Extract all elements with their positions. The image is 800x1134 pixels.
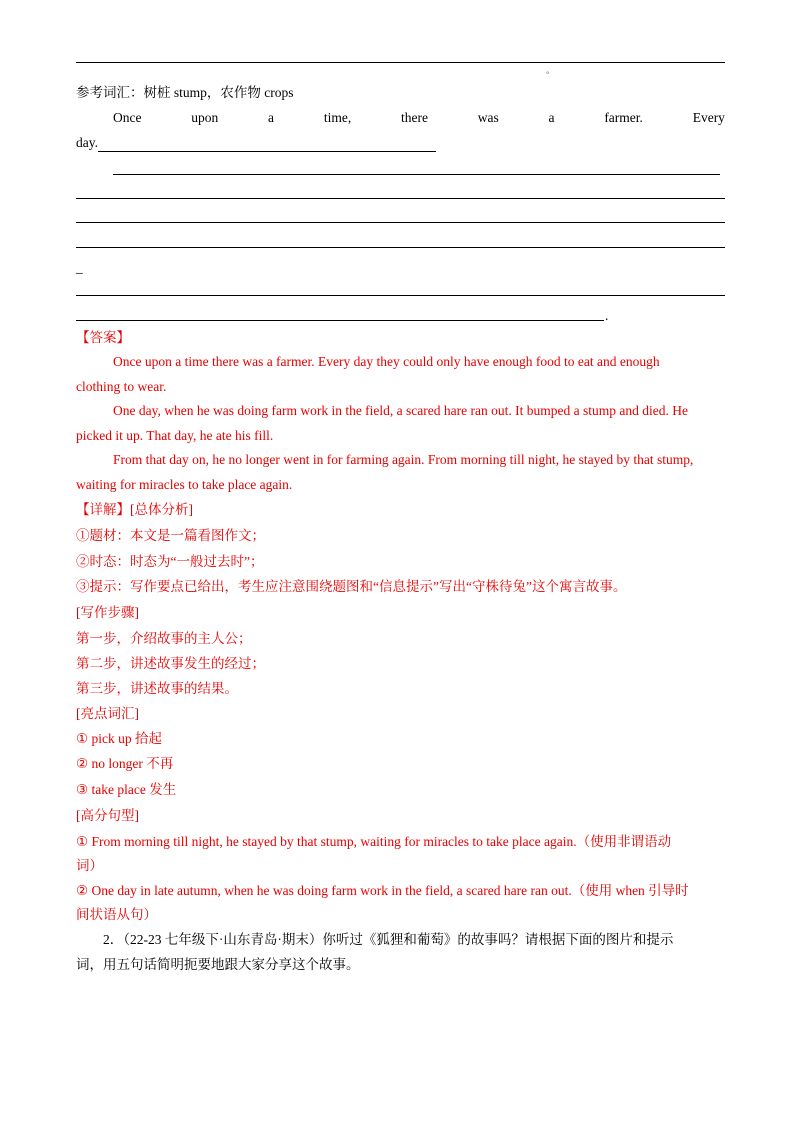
writing-rule [76,295,725,296]
answer-text: One day, when he was doing farm work in the field, a scared hare ran out. It bumped a stump and died. He [113,403,688,418]
detail-item: ③提示：写作要点已给出，考生应注意围绕题图和“信息提示”写出“守株待兔”这个寓言故事。 [76,579,627,594]
opening-word: there [400,110,428,125]
blank-line [98,137,436,152]
opening-word: upon [191,110,219,125]
vocab-hint: 参考词汇：树桩 stump，农作物 crops [76,85,294,100]
step-item: 第一步，介绍故事的主人公； [76,631,252,646]
sentence-item: ② One day in late autumn, when he was doing farm work in the field, a scared hare ran out.（使用 when 引导时 [76,883,689,898]
opening-word: farmer. [604,110,643,125]
vocab-item: ③ take place 发生 [76,782,177,797]
header-rule [76,62,725,63]
opening-line [113,109,725,127]
vocab-item: ② no longer 不再 [76,756,174,771]
answer-text: Once upon a time there was a farmer. Every day they could only have enough food to eat and enough [113,354,660,369]
sentence-item: 词） [76,858,103,873]
detail-item: ①题材：本文是一篇看图作文； [76,528,265,543]
day-line [76,134,436,152]
opening-word: was [477,110,499,125]
stray-dot: ° [546,70,550,79]
vocab-item: ① pick up 拾起 [76,731,162,746]
opening-word: a [268,110,275,125]
end-period: . [605,308,609,323]
step-item: 第二步，讲述故事发生的经过； [76,656,265,671]
opening-word: Once [113,110,142,125]
answer-text: clothing to wear. [76,379,167,394]
writing-rule [76,247,725,248]
opening-word: time, [323,110,352,125]
answer-text: From that day on, he no longer went in for farming again. From morning till night, he stayed by that stump, [113,452,694,467]
opening-word: Every [692,110,725,125]
day-word: day. [76,135,98,150]
writing-rule [113,174,720,175]
detail-item: ②时态：时态为“一般过去时”； [76,554,264,569]
writing-rule [76,222,725,223]
answer-text: picked it up. That day, he ate his fill. [76,428,274,443]
stray-mark: _ [76,260,83,275]
question-text: 词，用五句话简明扼要地跟大家分享这个故事。 [76,957,360,972]
steps-label: [写作步骤] [76,605,139,620]
vocab-label: [亮点词汇] [76,706,139,721]
sentence-item: ① From morning till night, he stayed by that stump, waiting for miracles to take place again.（使用非谓语动 [76,834,672,849]
detail-label: 【详解】[总体分析] [76,502,193,517]
answer-text: waiting for miracles to take place again. [76,477,293,492]
step-item: 第三步，讲述故事的结果。 [76,681,238,696]
question-text: 2．（22-23 七年级下·山东青岛·期末）你听过《狐狸和葡萄》的故事吗？请根据下面的图片和提示 [103,932,674,947]
writing-rule [76,198,725,199]
opening-word: a [548,110,555,125]
answer-label: 【答案】 [76,330,130,345]
sentence-label: [高分句型] [76,808,139,823]
writing-rule [76,320,604,321]
sentence-item: 间状语从句） [76,907,157,922]
